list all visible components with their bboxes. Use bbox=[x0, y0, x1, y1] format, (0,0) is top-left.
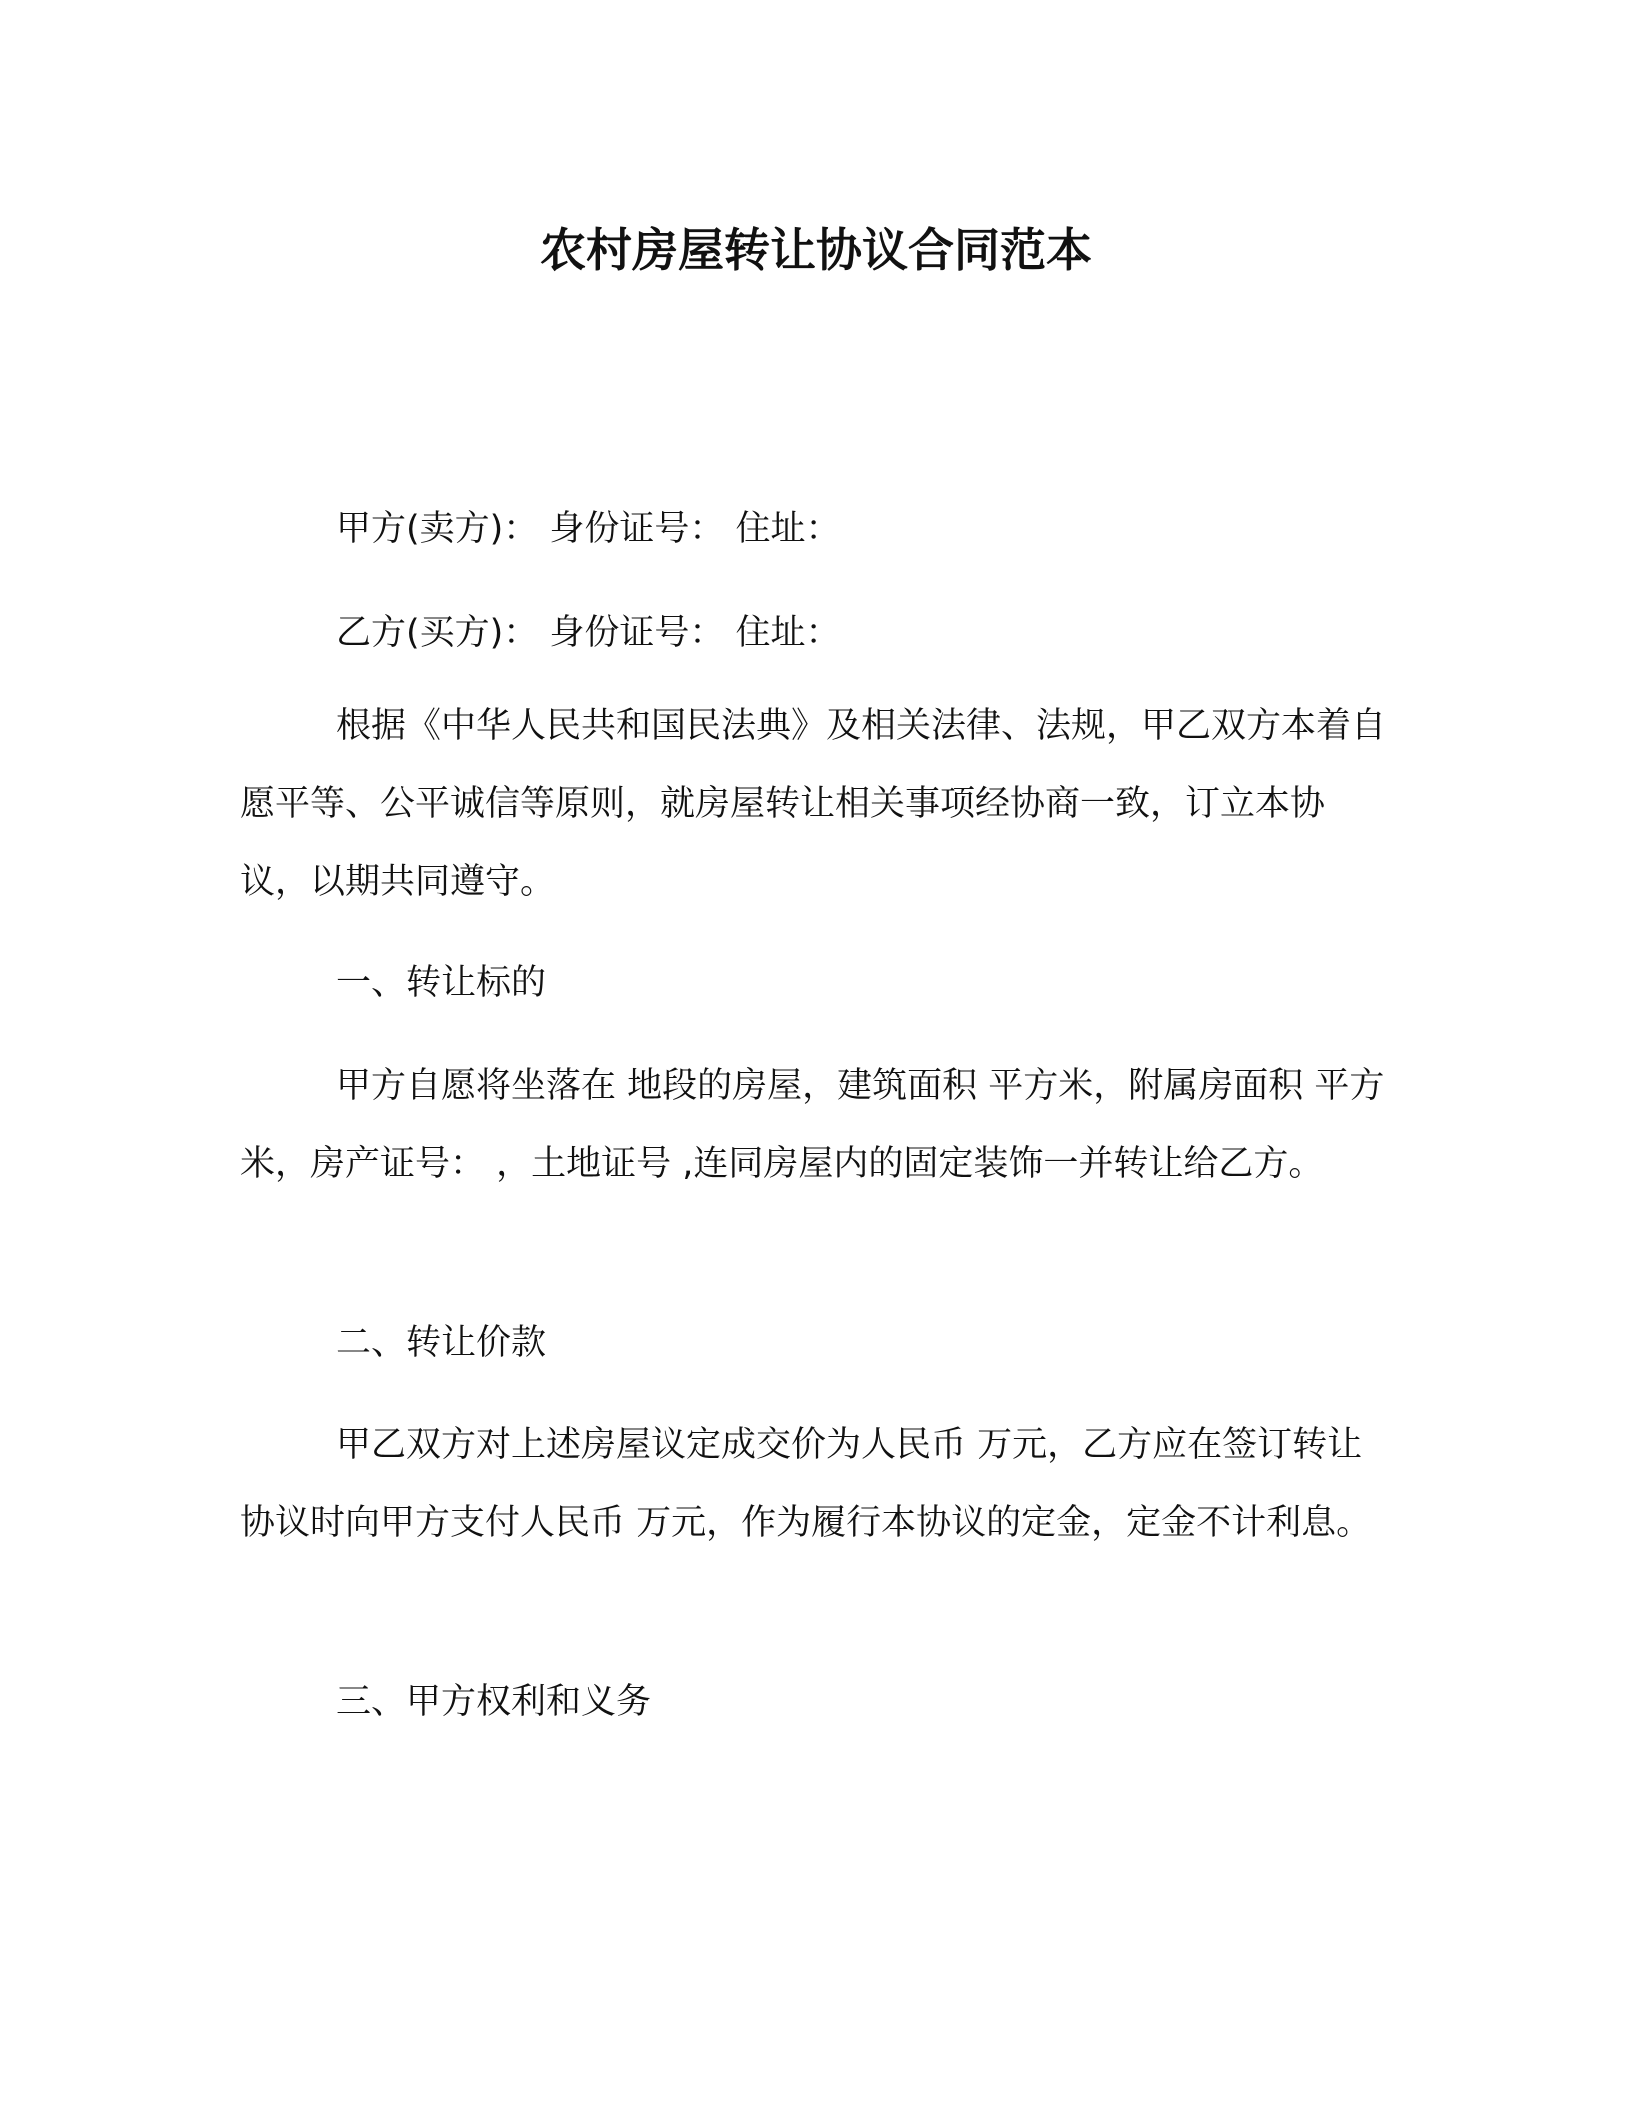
party-b-line: 乙方(买方)： 身份证号： 住址： bbox=[336, 613, 841, 653]
section-1-body: 甲方自愿将坐落在 地段的房屋，建筑面积 平方米，附属房面积 平方米，房产证号： ，土地证号 ,连同房屋内的固定装饰一并转让给乙方。 bbox=[240, 1066, 1385, 1184]
section-2-body: 甲乙双方对上述房屋议定成交价为人民币 万元，乙方应在签订转让协议时向甲方支付人民币 万元，作为履行本协议的定金，定金不计利息。 bbox=[240, 1425, 1372, 1543]
section-1-heading: 一、转让标的 bbox=[336, 963, 547, 1003]
intro-paragraph: 根据《中华人民共和国民法典》及相关法律、法规，甲乙双方本着自愿平等、公平诚信等原则，就房屋转让相关事项经协商一致，订立本协议，以期共同遵守。 bbox=[240, 706, 1387, 902]
document-title: 农村房屋转让协议合同范本 bbox=[540, 223, 1092, 277]
party-a-line: 甲方(卖方)： 身份证号： 住址： bbox=[336, 509, 841, 549]
section-3-heading: 三、甲方权利和义务 bbox=[336, 1682, 652, 1722]
section-2-heading: 二、转让价款 bbox=[336, 1323, 547, 1363]
